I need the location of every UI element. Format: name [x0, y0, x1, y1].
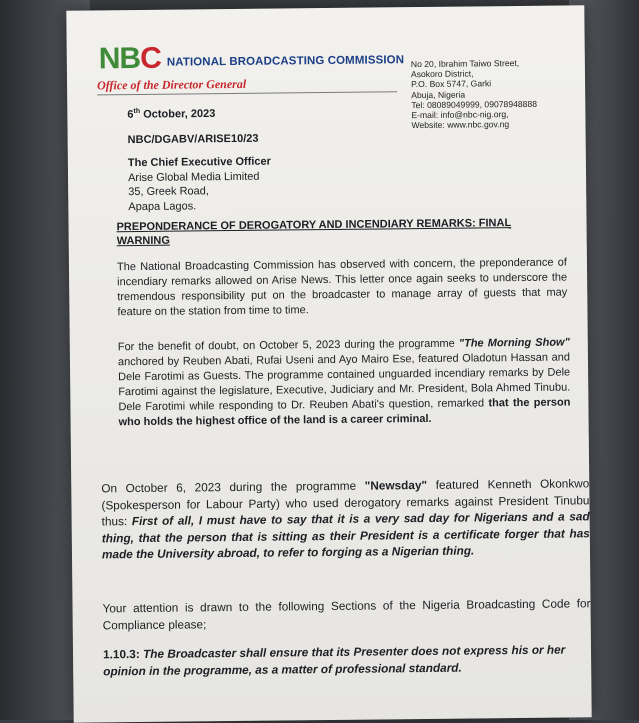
contact-line: No 20, Ibrahim Taiwo Street, — [410, 57, 520, 70]
logo-mark: NBC — [98, 41, 161, 76]
nbc-logo — [99, 41, 405, 74]
recipient-line: Arise Global Media Limited — [127, 170, 260, 184]
recipient-line: 35, Greek Road, — [128, 185, 209, 199]
org-name: NATIONAL BROADCASTING COMMISSION — [166, 54, 405, 69]
letter-subject: PREPONDERANCE OF DEROGATORY AND INCENDIARY REMARKS: FINAL WARNING — [116, 217, 512, 248]
paragraph-2: For the benefit of doubt, on October 5, 2023 during the programme "The Morning Show" anchored by Reuben Abati, Rufai Useni and Ayo Mairo Ese, featured Oladotun Hassan and Dele Farotimi as Guests. The programme contained unguarded incendiary remarks by Dele Farotimi against the legislature, Executive, Judiciary and Mr. President, Bola Ahmed Tinubu. Dele Farotimi while responding to Dr. Reuben Abati's question, remarked that the person who holds the highest office of the land is a career criminal. — [117, 336, 571, 429]
code-section — [103, 641, 591, 679]
contact-line: Tel: 08089049999, 09078948888 — [411, 98, 538, 110]
contact-line: Asokoro District, — [410, 68, 474, 80]
quoted-remark: that the person who holds the highest office of the land is a career criminal. — [118, 396, 571, 429]
paragraph-3: On October 6, 2023 during the programme "Newsday" featured Kenneth Okonkwo (Spokesperson for Labour Party) who used derogatory remarks against President Tinubu thus: First of all, I must have to say that it is a very sad day for Nigerians and a sad thing, that the person that is sitting as their President is a certificate forger that has made the University abroad, to refer to forging as a Nigerian thing. — [101, 476, 590, 562]
quoted-remark: First of all, I must have to say that it is a very sad day for Nigerians and a sad thing, that the person that is sitting as their President is a certificate forger that has made the University abroad, to refer to forging as a Nigerian thing. — [101, 509, 590, 562]
section-number: 1.10.3: — [102, 646, 140, 662]
programme-name: "Newsday" — [364, 477, 428, 493]
office-title: Office of the Director General — [96, 76, 247, 93]
letter-page — [66, 5, 591, 722]
contact-block — [411, 57, 582, 130]
recipient-line: Apapa Lagos. — [128, 199, 197, 213]
programme-name: "The Morning Show" — [458, 336, 570, 350]
recipient-title: The Chief Executive Officer — [127, 155, 271, 170]
letter-date: 6th October, 2023 — [127, 107, 216, 121]
contact-line: Abuja, Nigeria — [411, 89, 466, 100]
section-text: The Broadcaster shall ensure that its Presenter does not express his or her opinion in the programme, as a matter of professional standard. — [103, 642, 566, 678]
recipient-address — [128, 155, 272, 214]
paragraph-1: The National Broadcasting Commission has observed with concern, the preponderance of incendiary remarks allowed on Arise News. This letter once again seeks to underscore the tremendous responsibility put on the broadcaster to manage array of guests that may feature on the station from time to time. — [116, 256, 568, 319]
contact-line: E-mail: info@nbc-nig.org, — [411, 109, 509, 121]
paragraph-4: Your attention is drawn to the following Sections of the Nigeria Broadcasting Code for Compliance please; — [102, 596, 591, 632]
contact-line: Website: www.nbc.gov.ng — [411, 119, 510, 131]
contact-line: P.O. Box 5747, Garki — [411, 78, 492, 90]
reference-number: NBC/DGABV/ARISE10/23 — [127, 132, 259, 147]
